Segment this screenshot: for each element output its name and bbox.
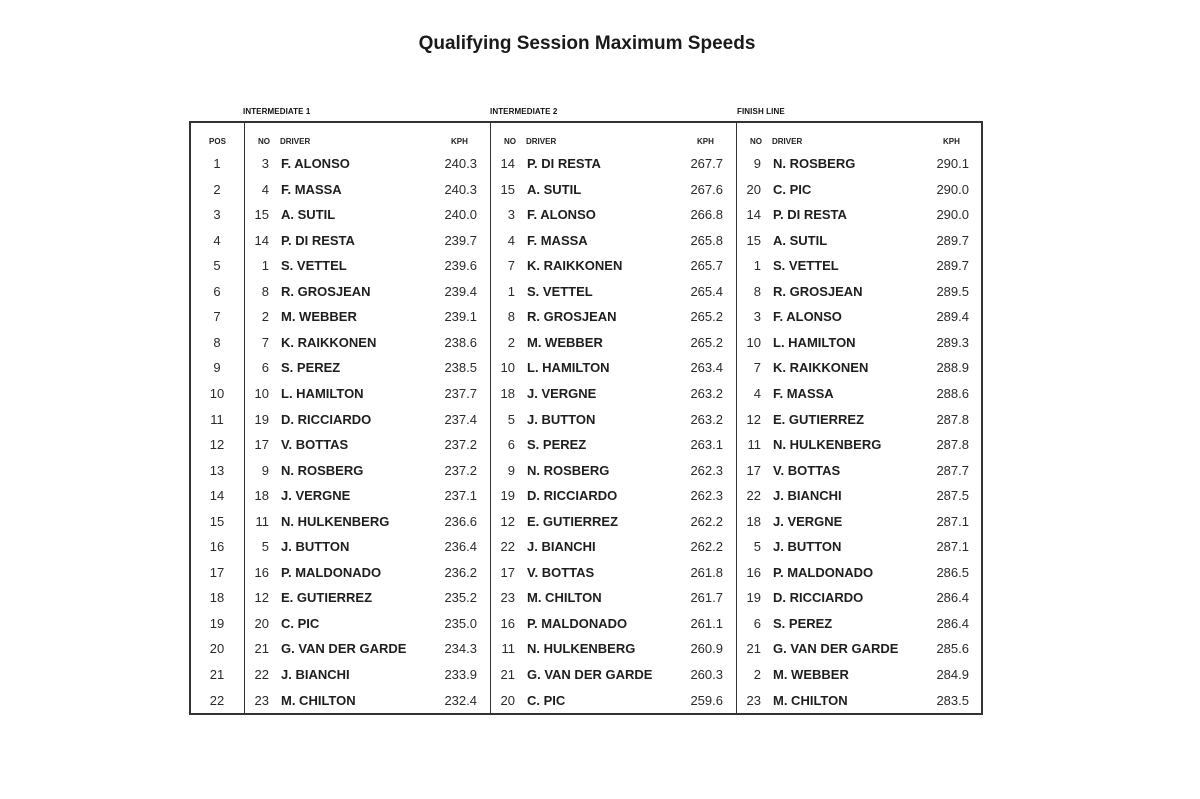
car-number-cell: 18 bbox=[500, 385, 515, 401]
car-number-cell: 19 bbox=[254, 411, 269, 427]
driver-name-cell: J. BIANCHI bbox=[773, 488, 842, 504]
driver-name-cell: N. ROSBERG bbox=[281, 462, 364, 478]
driver-name-cell: G. VAN DER GARDE bbox=[527, 667, 653, 682]
car-number-cell: 17 bbox=[500, 564, 515, 580]
column-divider bbox=[244, 123, 245, 713]
driver-name-cell: P. MALDONADO bbox=[773, 564, 874, 580]
speed-kph-cell: 235.2 bbox=[444, 590, 477, 606]
car-number-cell: 11 bbox=[747, 437, 761, 453]
speed-kph-cell: 237.7 bbox=[444, 385, 477, 401]
driver-name-cell: F. MASSA bbox=[527, 232, 588, 248]
speed-kph-cell: 289.7 bbox=[936, 258, 969, 274]
car-number-cell: 22 bbox=[746, 488, 761, 504]
driver-name-cell: N. HULKENBERG bbox=[281, 513, 390, 529]
driver-name-cell: V. BOTTAS bbox=[773, 462, 841, 478]
driver-name-cell: E. GUTIERREZ bbox=[281, 590, 373, 606]
driver-name-cell: J. BIANCHI bbox=[281, 667, 350, 682]
car-number-cell: 3 bbox=[261, 156, 269, 171]
car-number-cell: 8 bbox=[753, 283, 761, 299]
speed-kph-cell: 290.0 bbox=[936, 181, 969, 197]
driver-name-cell: L. HAMILTON bbox=[527, 360, 610, 376]
speed-kph-cell: 285.6 bbox=[936, 641, 969, 657]
driver-name-cell: L. HAMILTON bbox=[281, 385, 364, 401]
speed-kph-cell: 289.3 bbox=[936, 334, 969, 350]
position-cell: 16 bbox=[209, 539, 225, 555]
speed-kph-cell: 238.5 bbox=[444, 360, 477, 376]
driver-name-cell: M. WEBBER bbox=[527, 334, 603, 350]
car-number-cell: 12 bbox=[500, 513, 515, 529]
page-title: Qualifying Session Maximum Speeds bbox=[418, 33, 756, 54]
driver-name-cell: A. SUTIL bbox=[281, 207, 336, 223]
car-number-cell: 11 bbox=[255, 513, 269, 529]
speed-kph-cell: 233.9 bbox=[444, 667, 477, 682]
driver-name-cell: C. PIC bbox=[527, 692, 566, 708]
driver-name-cell: D. RICCIARDO bbox=[527, 488, 618, 504]
driver-name-cell: J. BUTTON bbox=[527, 411, 596, 427]
car-number-cell: 4 bbox=[261, 181, 269, 197]
car-number-cell: 9 bbox=[507, 462, 515, 478]
section-label-intermediate-2: INTERMEDIATE 2 bbox=[490, 107, 558, 116]
speed-kph-cell: 286.4 bbox=[936, 590, 969, 606]
car-number-cell: 16 bbox=[254, 564, 269, 580]
position-cell: 6 bbox=[213, 283, 221, 299]
header-no: NO bbox=[258, 137, 270, 146]
speed-kph-cell: 265.2 bbox=[690, 309, 723, 325]
car-number-cell: 23 bbox=[500, 590, 515, 606]
driver-name-cell: J. BUTTON bbox=[281, 539, 350, 555]
car-number-cell: 18 bbox=[746, 513, 761, 529]
car-number-cell: 6 bbox=[507, 437, 515, 453]
driver-name-cell: V. BOTTAS bbox=[527, 564, 595, 580]
header-no: NO bbox=[504, 137, 516, 146]
car-number-cell: 12 bbox=[746, 411, 761, 427]
speed-kph-cell: 262.2 bbox=[690, 513, 723, 529]
car-number-cell: 12 bbox=[254, 590, 269, 606]
car-number-cell: 9 bbox=[753, 156, 761, 171]
car-number-cell: 17 bbox=[254, 437, 269, 453]
car-number-cell: 16 bbox=[500, 615, 515, 631]
car-number-cell: 7 bbox=[753, 360, 761, 376]
car-number-cell: 2 bbox=[261, 309, 269, 325]
speed-table bbox=[189, 121, 983, 715]
car-number-cell: 14 bbox=[746, 207, 761, 223]
car-number-cell: 5 bbox=[507, 411, 515, 427]
speed-kph-cell: 289.5 bbox=[936, 283, 969, 299]
speed-kph-cell: 261.1 bbox=[690, 615, 723, 631]
header-driver: DRIVER bbox=[772, 137, 803, 146]
speed-kph-cell: 267.7 bbox=[690, 156, 723, 171]
driver-name-cell: F. ALONSO bbox=[527, 207, 596, 223]
driver-name-cell: F. ALONSO bbox=[281, 156, 350, 171]
position-cell: 4 bbox=[213, 232, 221, 248]
car-number-cell: 4 bbox=[753, 385, 761, 401]
car-number-cell: 23 bbox=[746, 692, 761, 708]
driver-name-cell: R. GROSJEAN bbox=[527, 309, 617, 325]
speed-kph-cell: 283.5 bbox=[936, 692, 969, 708]
car-number-cell: 22 bbox=[500, 539, 515, 555]
driver-name-cell: S. VETTEL bbox=[773, 258, 839, 274]
car-number-cell: 18 bbox=[254, 488, 269, 504]
speed-kph-cell: 263.2 bbox=[690, 385, 723, 401]
speed-kph-cell: 288.6 bbox=[936, 385, 969, 401]
driver-name-cell: P. DI RESTA bbox=[527, 156, 601, 171]
speed-kph-cell: 262.2 bbox=[690, 539, 723, 555]
driver-name-cell: S. PEREZ bbox=[281, 360, 341, 376]
driver-name-cell: M. CHILTON bbox=[281, 692, 356, 708]
speed-kph-cell: 239.7 bbox=[444, 232, 477, 248]
driver-name-cell: S. VETTEL bbox=[281, 258, 347, 274]
speed-kph-cell: 284.9 bbox=[936, 667, 969, 682]
speed-kph-cell: 238.6 bbox=[444, 334, 477, 350]
speed-kph-cell: 286.4 bbox=[936, 615, 969, 631]
car-number-cell: 8 bbox=[507, 309, 515, 325]
position-cell: 3 bbox=[213, 207, 221, 223]
driver-name-cell: J. VERGNE bbox=[527, 385, 597, 401]
driver-name-cell: P. DI RESTA bbox=[773, 207, 847, 223]
driver-name-cell: N. HULKENBERG bbox=[527, 641, 636, 657]
position-cell: 10 bbox=[209, 385, 225, 401]
driver-name-cell: N. HULKENBERG bbox=[773, 437, 882, 453]
car-number-cell: 15 bbox=[500, 181, 515, 197]
driver-name-cell: G. VAN DER GARDE bbox=[773, 641, 899, 657]
driver-name-cell: M. CHILTON bbox=[773, 692, 848, 708]
speed-kph-cell: 232.4 bbox=[444, 692, 477, 708]
speed-kph-cell: 287.8 bbox=[936, 411, 969, 427]
speed-kph-cell: 287.5 bbox=[936, 488, 969, 504]
speed-kph-cell: 240.3 bbox=[444, 181, 477, 197]
speed-kph-cell: 237.2 bbox=[444, 437, 477, 453]
header-driver: DRIVER bbox=[280, 137, 311, 146]
driver-name-cell: J. VERGNE bbox=[773, 513, 843, 529]
speed-kph-cell: 263.2 bbox=[690, 411, 723, 427]
speed-kph-cell: 289.4 bbox=[936, 309, 969, 325]
speed-kph-cell: 265.4 bbox=[690, 283, 723, 299]
car-number-cell: 20 bbox=[254, 615, 269, 631]
position-cell: 1 bbox=[213, 156, 221, 171]
column-divider bbox=[490, 123, 491, 713]
driver-name-cell: C. PIC bbox=[281, 615, 320, 631]
position-cell: 22 bbox=[209, 692, 225, 708]
car-number-cell: 14 bbox=[254, 232, 269, 248]
car-number-cell: 15 bbox=[746, 232, 761, 248]
driver-name-cell: J. BUTTON bbox=[773, 539, 842, 555]
position-cell: 17 bbox=[209, 564, 225, 580]
speed-kph-cell: 260.3 bbox=[690, 667, 723, 682]
car-number-cell: 19 bbox=[500, 488, 515, 504]
speed-kph-cell: 239.6 bbox=[444, 258, 477, 274]
speed-kph-cell: 236.2 bbox=[444, 564, 477, 580]
car-number-cell: 21 bbox=[746, 641, 761, 657]
speed-kph-cell: 287.7 bbox=[936, 462, 969, 478]
driver-name-cell: D. RICCIARDO bbox=[281, 411, 372, 427]
car-number-cell: 14 bbox=[500, 156, 515, 171]
car-number-cell: 2 bbox=[507, 334, 515, 350]
driver-name-cell: S. PEREZ bbox=[527, 437, 587, 453]
position-cell: 18 bbox=[209, 590, 225, 606]
position-cell: 8 bbox=[213, 334, 221, 350]
driver-name-cell: V. BOTTAS bbox=[281, 437, 349, 453]
speed-kph-cell: 239.4 bbox=[444, 283, 477, 299]
car-number-cell: 1 bbox=[261, 258, 269, 274]
speed-kph-cell: 260.9 bbox=[690, 641, 723, 657]
driver-name-cell: M. WEBBER bbox=[773, 667, 849, 682]
car-number-cell: 3 bbox=[753, 309, 761, 325]
car-number-cell: 10 bbox=[254, 385, 269, 401]
column-divider bbox=[736, 123, 737, 713]
driver-name-cell: P. MALDONADO bbox=[527, 615, 628, 631]
speed-kph-cell: 263.4 bbox=[690, 360, 723, 376]
car-number-cell: 6 bbox=[261, 360, 269, 376]
position-cell: 9 bbox=[213, 360, 221, 376]
header-kph: KPH bbox=[451, 137, 468, 146]
driver-name-cell: R. GROSJEAN bbox=[281, 283, 371, 299]
position-cell: 2 bbox=[213, 181, 221, 197]
driver-name-cell: F. MASSA bbox=[773, 385, 834, 401]
driver-name-cell: F. MASSA bbox=[281, 181, 342, 197]
driver-name-cell: S. PEREZ bbox=[773, 615, 833, 631]
car-number-cell: 1 bbox=[753, 258, 761, 274]
driver-name-cell: S. VETTEL bbox=[527, 283, 593, 299]
car-number-cell: 6 bbox=[753, 615, 761, 631]
speed-kph-cell: 286.5 bbox=[936, 564, 969, 580]
speed-kph-cell: 240.3 bbox=[444, 156, 477, 171]
driver-name-cell: J. VERGNE bbox=[281, 488, 351, 504]
position-cell: 21 bbox=[209, 667, 225, 682]
speed-kph-cell: 290.0 bbox=[936, 207, 969, 223]
car-number-cell: 17 bbox=[746, 462, 761, 478]
position-cell: 5 bbox=[213, 258, 221, 274]
car-number-cell: 10 bbox=[746, 334, 761, 350]
speed-kph-cell: 287.1 bbox=[936, 539, 969, 555]
driver-name-cell: E. GUTIERREZ bbox=[527, 513, 619, 529]
driver-name-cell: G. VAN DER GARDE bbox=[281, 641, 407, 657]
car-number-cell: 19 bbox=[746, 590, 761, 606]
header-kph: KPH bbox=[697, 137, 714, 146]
position-cell: 7 bbox=[213, 309, 221, 325]
speed-kph-cell: 287.8 bbox=[936, 437, 969, 453]
position-cell: 13 bbox=[209, 462, 225, 478]
car-number-cell: 10 bbox=[500, 360, 515, 376]
car-number-cell: 3 bbox=[507, 207, 515, 223]
driver-name-cell: P. DI RESTA bbox=[281, 232, 355, 248]
driver-name-cell: M. CHILTON bbox=[527, 590, 602, 606]
driver-name-cell: K. RAIKKONEN bbox=[527, 258, 623, 274]
speed-kph-cell: 237.2 bbox=[444, 462, 477, 478]
driver-name-cell: K. RAIKKONEN bbox=[773, 360, 869, 376]
speed-kph-cell: 259.6 bbox=[690, 692, 723, 708]
car-number-cell: 9 bbox=[261, 462, 269, 478]
speed-kph-cell: 236.4 bbox=[444, 539, 477, 555]
car-number-cell: 8 bbox=[261, 283, 269, 299]
speed-kph-cell: 265.8 bbox=[690, 232, 723, 248]
driver-name-cell: M. WEBBER bbox=[281, 309, 357, 325]
speed-kph-cell: 290.1 bbox=[936, 156, 969, 171]
speed-kph-cell: 240.0 bbox=[444, 207, 477, 223]
position-cell: 11 bbox=[210, 411, 224, 427]
speed-kph-cell: 289.7 bbox=[936, 232, 969, 248]
position-cell: 12 bbox=[209, 437, 225, 453]
position-cell: 20 bbox=[209, 641, 225, 657]
header-pos: POS bbox=[209, 137, 226, 146]
position-cell: 15 bbox=[209, 513, 225, 529]
driver-name-cell: A. SUTIL bbox=[773, 232, 828, 248]
driver-name-cell: P. MALDONADO bbox=[281, 564, 382, 580]
speed-kph-cell: 237.4 bbox=[444, 411, 477, 427]
driver-name-cell: R. GROSJEAN bbox=[773, 283, 863, 299]
header-no: NO bbox=[750, 137, 762, 146]
car-number-cell: 1 bbox=[507, 283, 515, 299]
section-label-intermediate-1: INTERMEDIATE 1 bbox=[243, 107, 311, 116]
speed-kph-cell: 263.1 bbox=[690, 437, 723, 453]
driver-name-cell: A. SUTIL bbox=[527, 181, 582, 197]
header-driver: DRIVER bbox=[526, 137, 557, 146]
position-cell: 14 bbox=[209, 488, 225, 504]
driver-name-cell: C. PIC bbox=[773, 181, 812, 197]
driver-name-cell: F. ALONSO bbox=[773, 309, 842, 325]
header-kph: KPH bbox=[943, 137, 960, 146]
car-number-cell: 7 bbox=[261, 334, 269, 350]
driver-name-cell: D. RICCIARDO bbox=[773, 590, 864, 606]
car-number-cell: 21 bbox=[254, 641, 269, 657]
driver-name-cell: L. HAMILTON bbox=[773, 334, 856, 350]
driver-name-cell: N. ROSBERG bbox=[527, 462, 610, 478]
speed-kph-cell: 266.8 bbox=[690, 207, 723, 223]
speed-kph-cell: 261.8 bbox=[690, 564, 723, 580]
speed-kph-cell: 265.7 bbox=[690, 258, 723, 274]
driver-name-cell: K. RAIKKONEN bbox=[281, 334, 377, 350]
speed-kph-cell: 262.3 bbox=[690, 462, 723, 478]
car-number-cell: 5 bbox=[261, 539, 269, 555]
position-cell: 19 bbox=[209, 615, 225, 631]
car-number-cell: 5 bbox=[753, 539, 761, 555]
speed-kph-cell: 262.3 bbox=[690, 488, 723, 504]
car-number-cell: 20 bbox=[500, 692, 515, 708]
speed-kph-cell: 234.3 bbox=[444, 641, 477, 657]
section-label-finish-line: FINISH LINE bbox=[737, 107, 785, 116]
car-number-cell: 15 bbox=[254, 207, 269, 223]
car-number-cell: 4 bbox=[507, 232, 515, 248]
speed-kph-cell: 265.2 bbox=[690, 334, 723, 350]
car-number-cell: 16 bbox=[746, 564, 761, 580]
driver-name-cell: J. BIANCHI bbox=[527, 539, 596, 555]
speed-kph-cell: 235.0 bbox=[444, 615, 477, 631]
car-number-cell: 11 bbox=[501, 641, 515, 657]
speed-kph-cell: 237.1 bbox=[444, 488, 477, 504]
speed-kph-cell: 287.1 bbox=[936, 513, 969, 529]
speed-kph-cell: 267.6 bbox=[690, 181, 723, 197]
driver-name-cell: N. ROSBERG bbox=[773, 156, 856, 171]
speed-kph-cell: 236.6 bbox=[444, 513, 477, 529]
car-number-cell: 23 bbox=[254, 692, 269, 708]
car-number-cell: 7 bbox=[507, 258, 515, 274]
car-number-cell: 20 bbox=[746, 181, 761, 197]
driver-name-cell: E. GUTIERREZ bbox=[773, 411, 865, 427]
car-number-cell: 21 bbox=[500, 667, 515, 682]
speed-kph-cell: 288.9 bbox=[936, 360, 969, 376]
car-number-cell: 22 bbox=[254, 667, 269, 682]
speed-kph-cell: 239.1 bbox=[444, 309, 477, 325]
car-number-cell: 2 bbox=[753, 667, 761, 682]
speed-kph-cell: 261.7 bbox=[690, 590, 723, 606]
